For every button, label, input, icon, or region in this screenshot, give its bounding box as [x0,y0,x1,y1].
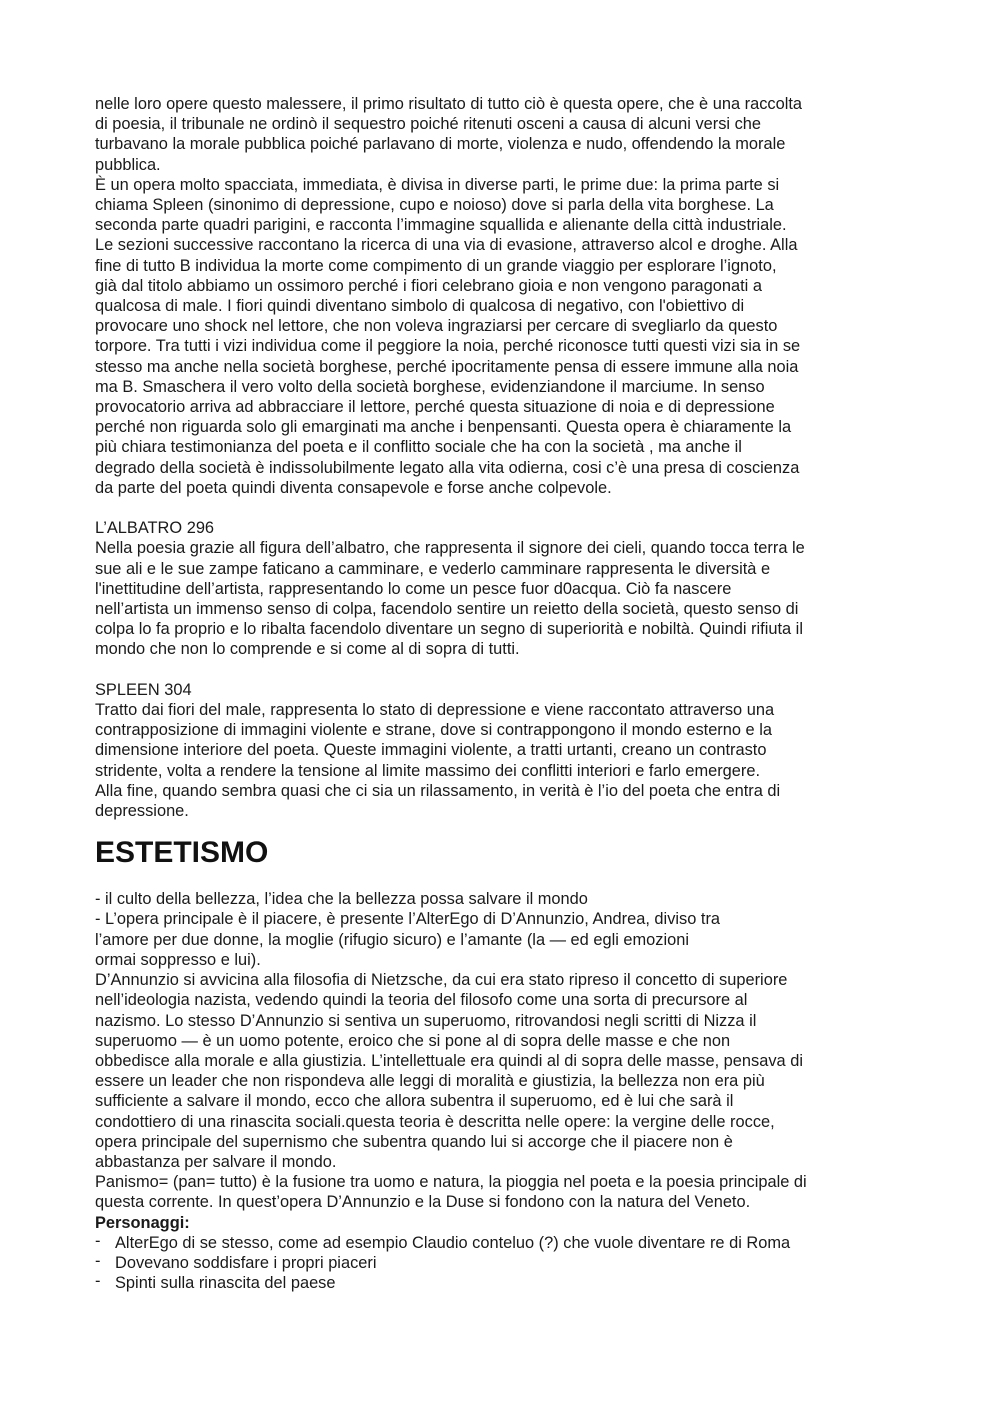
estetismo-paragraph: - il culto della bellezza, l’idea che la bellezza possa salvare il mondo - L’opera principale è il piacere, è presente l’AlterEgo di D’Annunzio, Andrea, diviso tra l’amore per due donne, la moglie (rifugio sicuro) e l’amante (la — ed egli emozioni ormai soppresso e lui). D’Annunzio si avvicina alla filosofia di Nietzsche, da cui era stato ripreso il concetto di superiore nell’ideologia nazista, vedendo quindi la teoria del filosofo come una sorta di precursore al nazismo. Lo stesso D’Annunzio si sentiva un superuomo, ritrovandosi negli scritti di Nizza il superuomo — è un uomo potente, eroico che si pone al di sopra delle masse e che non obbedisce alla morale e alla giustizia. L’intellettuale era quindi al di sopra delle masse, pensava di essere un leader che non rispondeva alle leggi di moralità e giustizia, la bellezza non era più sufficiente a salvare il mondo, ecco che allora subentra il superuomo, ed è lui che sarà il condottiero di una rinascita sociali.questa teoria è descritta nelle opere: la vergine delle rocce, opera principale del supernismo che subentra quando lui si accorge che il piacere non è abbastanza per salvare il mondo. Panismo= (pan= tutto) è la fusione tra uomo e natura, la pioggia nel poeta e la poesia principale di questa corrente. In quest’opera D’Annunzio e la Duse si fondono con la natura del Veneto. [95,890,807,1212]
albatro-paragraph: Nella poesia grazie all figura dell’albatro, che rappresenta il signore dei cieli, quando tocca terra le sue ali e le sue zampe faticano a camminare, e vederlo camminare rappresenta le diversità e l'inettitudine dell’artista, rappresentando lo come un pesce fuor d0acqua. Ciò fa nascere nell’artista un immenso senso di colpa, facendolo sentire un reietto della società, questo senso di colpa lo fa proprio e lo ribalta facendolo diventare un segno di superiorità e nobiltà. Quindi rifiuta il mondo che non lo comprende e si come al di sopra di tutti. [95,539,805,659]
list-item [95,1273,910,1293]
list-item-text: AlterEgo di se stesso, come ad esempio Claudio conteluo (?) che vuole diventare re di Roma [115,1233,791,1252]
list-item-text: Spinti sulla rinascita del paese [115,1274,336,1293]
document-page [95,94,910,1293]
spleen-title: SPLEEN 304 [95,680,192,699]
spacer [95,498,910,518]
list-item [95,1253,910,1273]
spleen-paragraph: Tratto dai fiori del male, rappresenta lo stato di depressione e viene raccontato attraverso una contrapposizione di immagini violente e strane, dove si contrappongono il mondo esterno e la dimensione interiore del poeta. Queste immagini violente, a tratti urtanti, creano un contrasto stridente, volta a rendere la tensione al limite massimo dei conflitti interiori e farlo emergere. Alla fine, quando sembra quasi che ci sia un rilassamento, in verità è l’io del poeta che entra di depressione. [95,701,781,821]
dash-bullet: - [95,1231,101,1250]
spacer [95,660,910,680]
albatro-title: L’ALBATRO 296 [95,519,215,538]
personaggi-list [95,1233,910,1294]
personaggi-label: Personaggi: [95,1213,190,1232]
dash-bullet: - [95,1272,101,1291]
list-item-text: Dovevano soddisfare i propri piaceri [115,1253,377,1272]
dash-bullet: - [95,1251,101,1270]
intro-paragraph: nelle loro opere questo malessere, il primo risultato di tutto ciò è questa opere, che è una raccolta di poesia, il tribunale ne ordinò il sequestro poiché ritenuti osceni a causa di alcuni versi che turbavano la morale pubblica poiché parlavano di morte, violenza e nudo, offendendo la morale pubblica. È un opera molto spacciata, immediata, è divisa in diverse parti, le prime due: la prima parte si chiama Spleen (sinonimo di depressione, cupo e noioso) dove si parla della vita borghese. La seconda parte quadri parigini, e racconta l’immagine squallida e alienante della città industriale. Le sezioni successive raccontano la ricerca di una via di evasione, attraverso alcol e droghe. Alla fine di tutto B individua la morte come compimento di un grande viaggio per esplorare l’ignoto, già dal titolo abbiamo un ossimoro perché i fiori celebrano gioia e non vengono paragonati a qualcosa di male. I fiori quindi diventano simbolo di qualcosa di negativo, con l'obiettivo di provocare uno shock nel lettore, che non voleva ingraziarsi per cercare di svegliarlo da questo torpore. Tra tutti i vizi individua come il peggiore la noia, perché riconosce tutti questi vizi sia in se stesso ma anche nella società borghese, perché ipocritamente pensa di essere immune alla noia ma B. Smaschera il vero volto della società borghese, evidenziandone il marciume. In senso provocatorio arriva ad abbracciare il lettore, perché questa situazione di noia e di depressione perché non riguarda solo gli emarginati ma anche i benpensanti. Questa opera è chiaramente la più chiara testimonianza del poeta e il conflitto sociale che ha con la società , ma anche il degrado della società è indissolubilmente legato alla vita odierna, cosi c’è una presa di coscienza da parte del poeta quindi diventa consapevole e forse anche colpevole. [95,95,803,497]
list-item [95,1233,910,1253]
estetismo-heading: ESTETISMO [95,836,269,870]
